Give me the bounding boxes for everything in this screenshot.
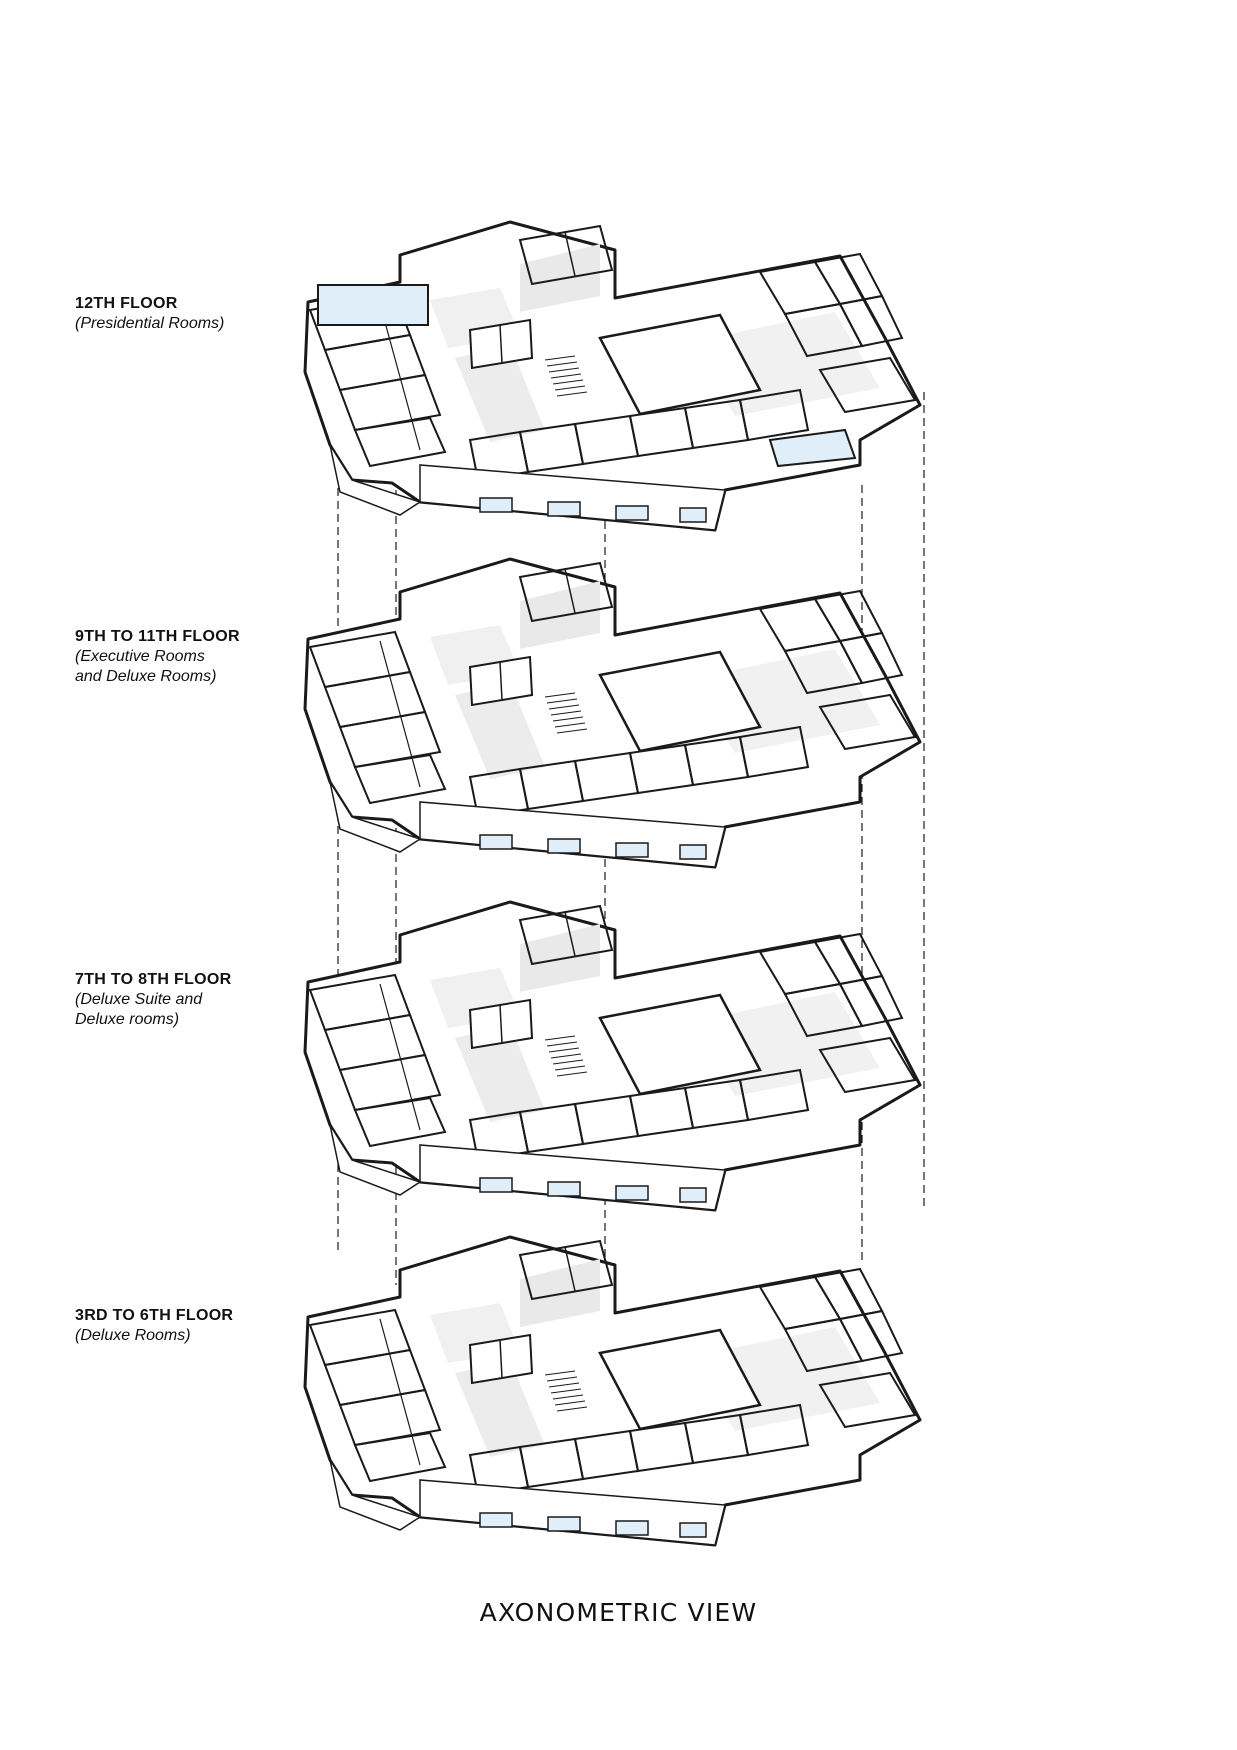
floor-label-7-8 [75,970,325,1030]
floor-12-plan [305,222,920,530]
floor-name: 7TH TO 8TH FLOOR [75,971,232,988]
floor-name: 9TH TO 11TH FLOOR [75,628,240,645]
floor-name: 3RD TO 6TH FLOOR [75,1307,234,1324]
floor-rooms: (Deluxe Rooms) [75,1327,191,1344]
floor-label-9-11 [75,627,325,687]
floor-label-3-6 [75,1306,325,1346]
floor-rooms: (Deluxe Suite and Deluxe rooms) [75,991,203,1028]
floor-9-11-plan [305,559,920,867]
floor-name: 12TH FLOOR [75,295,178,312]
floor-rooms: (Presidential Rooms) [75,315,225,332]
floor-3-6-plan [305,1237,920,1545]
floor-label-12 [75,294,325,334]
diagram-title: AXONOMETRIC VIEW [479,1598,758,1627]
floor-7-8-plan [305,902,920,1210]
floor-rooms: (Executive Rooms and Deluxe Rooms) [75,648,217,685]
